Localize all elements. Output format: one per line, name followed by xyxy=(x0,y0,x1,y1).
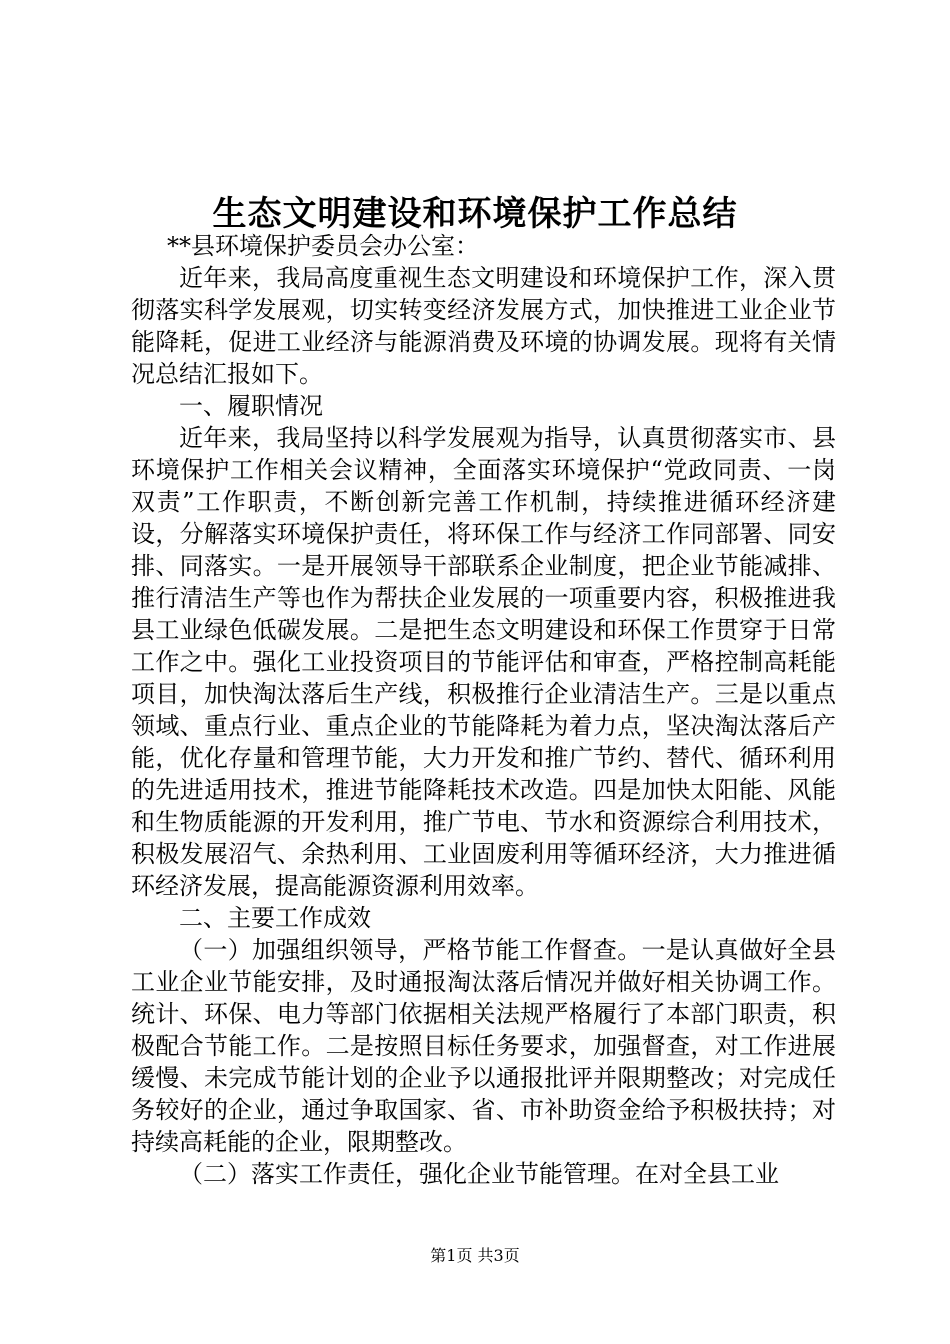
paragraph-duties: 近年来，我局坚持以科学发展观为指导，认真贯彻落实市、县环境保护工作相关会议精神，全面落实环境保护“党政同责、一岗双责”工作职责，不断创新完善工作机制，持续推进循环经济建设，分解落实环境保护责任，将环保工作与经济工作同部署、同安排、同落实。一是开展领导干部联系企业制度，把企业节能减排、推行清洁生产等也作为帮扶企业发展的一项重要内容，积极推进我县工业绿色低碳发展。二是把生态文明建设和环保工作贯穿于日常工作之中。强化工业投资项目的节能评估和审查，严格控制高耗能项目，加快淘汰落后生产线，积极推行企业清洁生产。三是以重点领域、重点行业、重点企业的节能降耗为着力点，坚决淘汰落后产能，优化存量和管理节能，大力开发和推广节约、替代、循环利用的先进适用技术，推进节能降耗技术改造。四是加快太阳能、风能和生物质能源的开发利用，推广节电、节水和资源综合利用技术，积极发展沼气、余热利用、工业固废利用等循环经济，大力推进循环经济发展，提高能源资源利用效率。 xyxy=(131,424,836,900)
section-heading-duties: 一、履职情况 xyxy=(179,392,323,420)
paragraph-results-2: （二）落实工作责任，强化企业节能管理。在对全县工业 xyxy=(179,1160,779,1188)
paragraph-results-1: （一）加强组织领导，严格节能工作督查。一是认真做好全县工业企业节能安排，及时通报淘汰落后情况并做好相关协调工作。统计、环保、电力等部门依据相关法规严格履行了本部门职责，积极配合节能工作。二是按照目标任务要求，加强督查，对工作进展缓慢、未完成节能计划的企业予以通报批评并限期整改；对完成任务较好的企业，通过争取国家、省、市补助资金给予积极扶持；对持续高耗能的企业，限期整改。 xyxy=(131,936,836,1156)
salutation: **县环境保护委员会办公室： xyxy=(167,232,479,260)
page-footer: 第1页 共3页 xyxy=(430,1246,520,1265)
section-heading-results: 二、主要工作成效 xyxy=(179,904,371,932)
document-title: 生态文明建设和环境保护工作总结 xyxy=(212,194,738,234)
document-body xyxy=(131,230,836,1190)
paragraph-intro: 近年来，我局高度重视生态文明建设和环境保护工作，深入贯彻落实科学发展观，切实转变经济发展方式，加快推进工业企业节能降耗，促进工业经济与能源消费及环境的协调发展。现将有关情况总结汇报如下。 xyxy=(131,264,836,388)
